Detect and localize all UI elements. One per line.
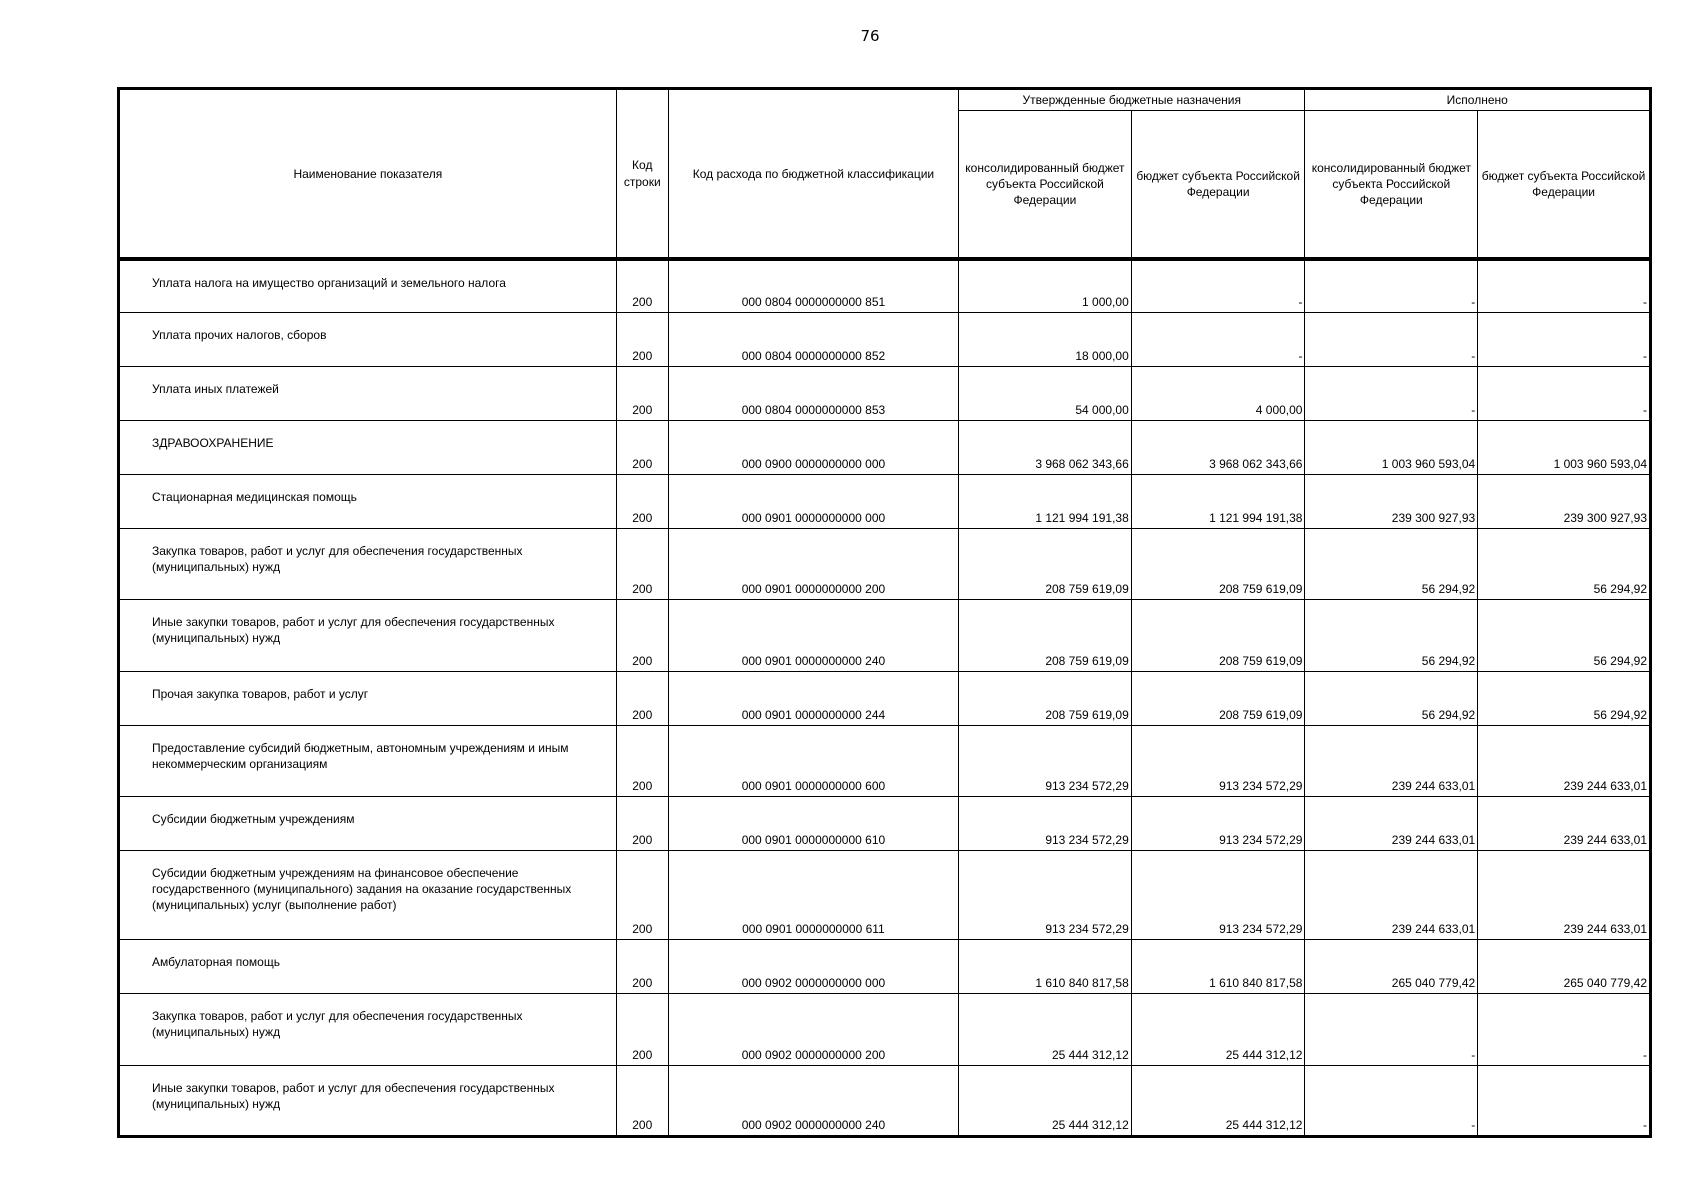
table-row xyxy=(119,599,1651,671)
row-executed-consolidated: 56 294,92 xyxy=(1305,528,1478,599)
row-approved-consolidated: 18 000,00 xyxy=(959,312,1132,366)
row-code: 200 xyxy=(616,312,668,366)
row-approved-consolidated: 1 000,00 xyxy=(959,259,1132,312)
row-code: 200 xyxy=(616,528,668,599)
row-approved-subject: 208 759 619,09 xyxy=(1131,671,1305,725)
row-executed-consolidated: - xyxy=(1305,312,1478,366)
row-classification: 000 0804 0000000000 852 xyxy=(668,312,958,366)
row-executed-consolidated: 239 300 927,93 xyxy=(1305,474,1478,528)
row-name: Субсидии бюджетным учреждениям xyxy=(119,796,617,850)
row-executed-subject: 265 040 779,42 xyxy=(1478,939,1651,993)
row-executed-subject: - xyxy=(1478,366,1651,420)
row-approved-consolidated: 3 968 062 343,66 xyxy=(959,420,1132,474)
table-body xyxy=(119,259,1651,1136)
row-executed-consolidated: - xyxy=(1305,259,1478,312)
header-name: Наименование показателя xyxy=(119,89,617,260)
row-executed-consolidated: 1 003 960 593,04 xyxy=(1305,420,1478,474)
row-approved-consolidated: 54 000,00 xyxy=(959,366,1132,420)
budget-report-table xyxy=(117,87,1652,1138)
row-approved-subject: 1 121 994 191,38 xyxy=(1131,474,1305,528)
table-row xyxy=(119,939,1651,993)
row-code: 200 xyxy=(616,420,668,474)
row-classification: 000 0901 0000000000 610 xyxy=(668,796,958,850)
row-code: 200 xyxy=(616,599,668,671)
row-approved-consolidated: 913 234 572,29 xyxy=(959,725,1132,796)
row-executed-consolidated: 239 244 633,01 xyxy=(1305,796,1478,850)
row-executed-consolidated: 56 294,92 xyxy=(1305,599,1478,671)
row-code: 200 xyxy=(616,671,668,725)
row-executed-subject: 56 294,92 xyxy=(1478,599,1651,671)
table-row xyxy=(119,671,1651,725)
row-executed-consolidated: 265 040 779,42 xyxy=(1305,939,1478,993)
row-approved-consolidated: 913 234 572,29 xyxy=(959,796,1132,850)
table-row xyxy=(119,420,1651,474)
row-name: Амбулаторная помощь xyxy=(119,939,617,993)
header-executed-consolidated: консолидированный бюджет субъекта Российской Федерации xyxy=(1305,111,1478,260)
row-name: ЗДРАВООХРАНЕНИЕ xyxy=(119,420,617,474)
row-approved-subject: 3 968 062 343,66 xyxy=(1131,420,1305,474)
row-executed-subject: 1 003 960 593,04 xyxy=(1478,420,1651,474)
row-name: Закупка товаров, работ и услуг для обеспечения государственных (муниципальных) нужд xyxy=(119,993,617,1065)
table-row xyxy=(119,993,1651,1065)
row-name: Уплата прочих налогов, сборов xyxy=(119,312,617,366)
row-name: Иные закупки товаров, работ и услуг для обеспечения государственных (муниципальных) нужд xyxy=(119,1065,617,1136)
row-executed-consolidated: 56 294,92 xyxy=(1305,671,1478,725)
row-classification: 000 0901 0000000000 240 xyxy=(668,599,958,671)
table-row xyxy=(119,796,1651,850)
row-name: Субсидии бюджетным учреждениям на финансовое обеспечение государственного (муниципального) задания на оказание государственных (муниципальных) услуг (выполнение работ) xyxy=(119,850,617,939)
row-classification: 000 0901 0000000000 611 xyxy=(668,850,958,939)
row-approved-consolidated: 208 759 619,09 xyxy=(959,599,1132,671)
table-row xyxy=(119,312,1651,366)
row-approved-consolidated: 1 610 840 817,58 xyxy=(959,939,1132,993)
table-row xyxy=(119,725,1651,796)
table-row xyxy=(119,259,1651,312)
row-executed-subject: 239 244 633,01 xyxy=(1478,850,1651,939)
row-approved-subject: - xyxy=(1131,259,1305,312)
row-classification: 000 0902 0000000000 200 xyxy=(668,993,958,1065)
row-approved-subject: 913 234 572,29 xyxy=(1131,796,1305,850)
row-name: Предоставление субсидий бюджетным, автономным учреждениям и иным некоммерческим организациям xyxy=(119,725,617,796)
table-header xyxy=(119,89,1651,260)
row-executed-consolidated: 239 244 633,01 xyxy=(1305,850,1478,939)
row-approved-subject: - xyxy=(1131,312,1305,366)
row-classification: 000 0804 0000000000 853 xyxy=(668,366,958,420)
row-executed-subject: - xyxy=(1478,312,1651,366)
table-row xyxy=(119,850,1651,939)
row-approved-consolidated: 208 759 619,09 xyxy=(959,528,1132,599)
page-number: 76 xyxy=(860,27,880,45)
row-approved-subject: 913 234 572,29 xyxy=(1131,850,1305,939)
row-executed-subject: 239 244 633,01 xyxy=(1478,796,1651,850)
row-executed-subject: - xyxy=(1478,993,1651,1065)
row-approved-consolidated: 25 444 312,12 xyxy=(959,1065,1132,1136)
row-executed-consolidated: - xyxy=(1305,366,1478,420)
row-classification: 000 0902 0000000000 240 xyxy=(668,1065,958,1136)
row-code: 200 xyxy=(616,993,668,1065)
row-approved-subject: 208 759 619,09 xyxy=(1131,528,1305,599)
table-row xyxy=(119,366,1651,420)
row-code: 200 xyxy=(616,796,668,850)
row-approved-subject: 208 759 619,09 xyxy=(1131,599,1305,671)
row-executed-consolidated: - xyxy=(1305,993,1478,1065)
row-approved-subject: 913 234 572,29 xyxy=(1131,725,1305,796)
row-approved-subject: 4 000,00 xyxy=(1131,366,1305,420)
row-classification: 000 0900 0000000000 000 xyxy=(668,420,958,474)
row-code: 200 xyxy=(616,259,668,312)
row-approved-consolidated: 913 234 572,29 xyxy=(959,850,1132,939)
row-executed-subject: - xyxy=(1478,1065,1651,1136)
row-classification: 000 0901 0000000000 000 xyxy=(668,474,958,528)
header-classification: Код расхода по бюджетной классификации xyxy=(668,89,958,260)
row-code: 200 xyxy=(616,725,668,796)
row-approved-consolidated: 25 444 312,12 xyxy=(959,993,1132,1065)
row-code: 200 xyxy=(616,939,668,993)
row-name: Стационарная медицинская помощь xyxy=(119,474,617,528)
row-executed-subject: 56 294,92 xyxy=(1478,671,1651,725)
row-code: 200 xyxy=(616,474,668,528)
row-code: 200 xyxy=(616,850,668,939)
header-approved-subject: бюджет субъекта Российской Федерации xyxy=(1131,111,1305,260)
row-name: Закупка товаров, работ и услуг для обеспечения государственных (муниципальных) нужд xyxy=(119,528,617,599)
row-code: 200 xyxy=(616,366,668,420)
row-approved-consolidated: 208 759 619,09 xyxy=(959,671,1132,725)
row-executed-subject: 239 244 633,01 xyxy=(1478,725,1651,796)
row-classification: 000 0804 0000000000 851 xyxy=(668,259,958,312)
row-name: Прочая закупка товаров, работ и услуг xyxy=(119,671,617,725)
header-executed-group: Исполнено xyxy=(1305,89,1651,111)
row-classification: 000 0902 0000000000 000 xyxy=(668,939,958,993)
row-executed-subject: - xyxy=(1478,259,1651,312)
table-row xyxy=(119,474,1651,528)
row-executed-consolidated: 239 244 633,01 xyxy=(1305,725,1478,796)
row-approved-consolidated: 1 121 994 191,38 xyxy=(959,474,1132,528)
row-approved-subject: 1 610 840 817,58 xyxy=(1131,939,1305,993)
row-name: Иные закупки товаров, работ и услуг для обеспечения государственных (муниципальных) нужд xyxy=(119,599,617,671)
row-executed-consolidated: - xyxy=(1305,1065,1478,1136)
header-approved-consolidated: консолидированный бюджет субъекта Российской Федерации xyxy=(959,111,1132,260)
table-row xyxy=(119,1065,1651,1136)
row-executed-subject: 56 294,92 xyxy=(1478,528,1651,599)
header-executed-subject: бюджет субъекта Российской Федерации xyxy=(1478,111,1651,260)
row-classification: 000 0901 0000000000 244 xyxy=(668,671,958,725)
row-name: Уплата иных платежей xyxy=(119,366,617,420)
header-code: Код строки xyxy=(616,89,668,260)
row-name: Уплата налога на имущество организаций и земельного налога xyxy=(119,259,617,312)
row-code: 200 xyxy=(616,1065,668,1136)
row-approved-subject: 25 444 312,12 xyxy=(1131,993,1305,1065)
row-approved-subject: 25 444 312,12 xyxy=(1131,1065,1305,1136)
row-classification: 000 0901 0000000000 600 xyxy=(668,725,958,796)
row-classification: 000 0901 0000000000 200 xyxy=(668,528,958,599)
row-executed-subject: 239 300 927,93 xyxy=(1478,474,1651,528)
header-approved-group: Утвержденные бюджетные назначения xyxy=(959,89,1305,111)
table-row xyxy=(119,528,1651,599)
